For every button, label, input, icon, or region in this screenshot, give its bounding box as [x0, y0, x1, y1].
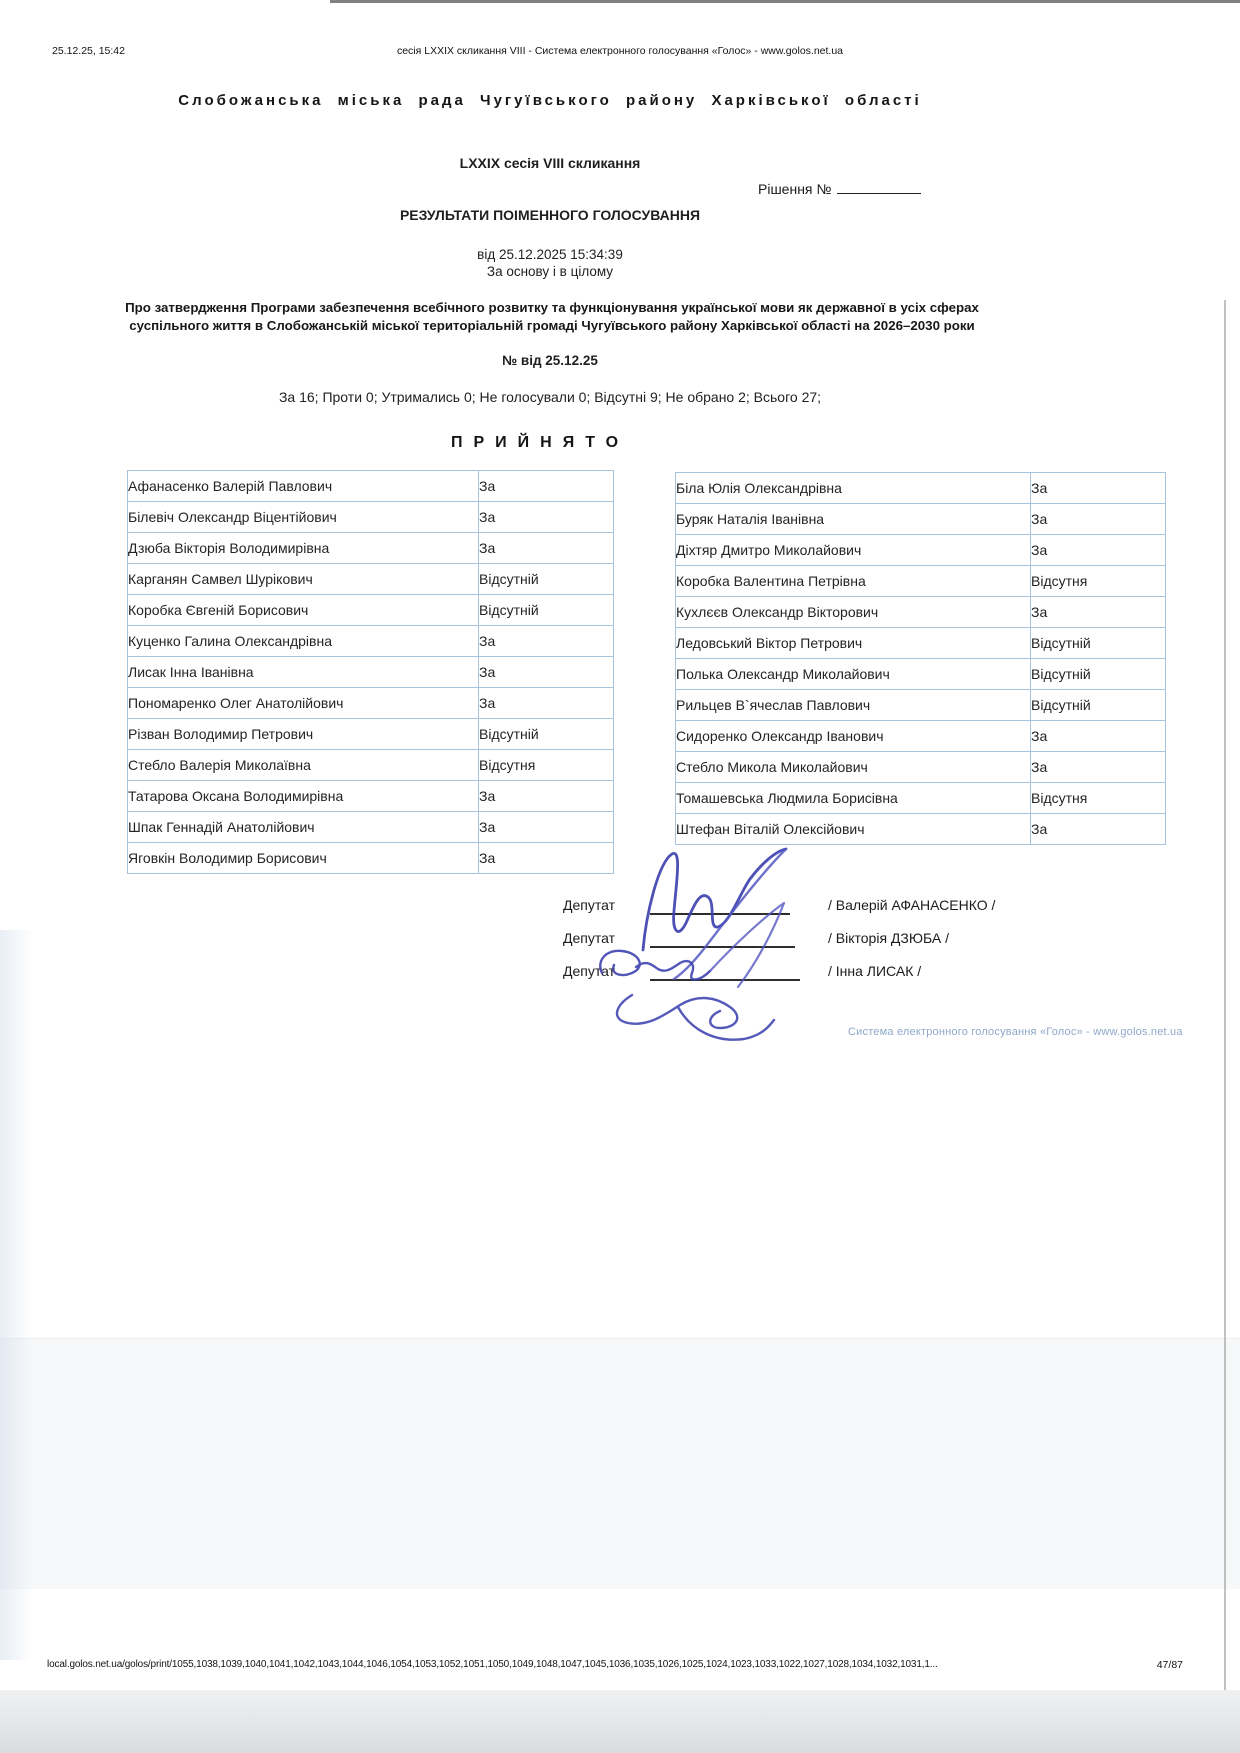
- vote-row: [128, 626, 614, 657]
- deputy-vote: Відсутній: [1031, 659, 1166, 690]
- deputy-name: Татарова Оксана Володимирівна: [128, 781, 479, 812]
- print-page-number: 47/87: [1156, 1659, 1183, 1671]
- scan-top-edge-line: [330, 0, 1240, 3]
- deputy-name: Біла Юлія Олександрівна: [676, 473, 1031, 504]
- deputy-vote: Відсутній: [479, 719, 614, 750]
- deputy-name: Рильцев В`ячеслав Павлович: [676, 690, 1031, 721]
- deputy-name: Томашевська Людмила Борисівна: [676, 783, 1031, 814]
- deputy-name: Стебло Валерія Миколаївна: [128, 750, 479, 781]
- system-watermark: Система електронного голосування «Голос» - www.golos.net.ua: [848, 1026, 1183, 1038]
- scan-shade-band: [0, 1338, 1240, 1589]
- deputy-vote: За: [479, 502, 614, 533]
- scan-bottom-band: [0, 1690, 1240, 1753]
- deputy-vote: За: [479, 533, 614, 564]
- vote-datetime: від 25.12.2025 15:34:39: [477, 247, 623, 262]
- deputy-vote: За: [479, 657, 614, 688]
- deputy-name: Пономаренко Олег Анатолійович: [128, 688, 479, 719]
- print-footer-url: local.golos.net.ua/golos/print/1055,1038,1039,1040,1041,1042,1043,1044,1046,1054,1053,1052,1051,1050,1049,1048,1047,1045,1036,1035,1026,1025,1024,1023,1033,1022,1027,1028,1034,1032,1031,1...: [47, 1659, 938, 1670]
- vote-row: [128, 781, 614, 812]
- signature-name: / Валерій АФАНАСЕНКО /: [828, 897, 996, 913]
- vote-outcome: ПРИЙНЯТО: [450, 434, 630, 451]
- decision-subject-number: № від 25.12.25: [502, 353, 598, 368]
- deputy-vote: Відсутній: [479, 595, 614, 626]
- deputy-name: Буряк Наталія Іванівна: [676, 504, 1031, 535]
- vote-row: [676, 535, 1166, 566]
- deputy-vote: Відсутня: [479, 750, 614, 781]
- deputy-name: Стебло Микола Миколайович: [676, 752, 1031, 783]
- vote-row: [128, 719, 614, 750]
- decision-number-blank: [837, 179, 921, 194]
- deputy-name: Ледовський Віктор Петрович: [676, 628, 1031, 659]
- deputy-vote: За: [1031, 752, 1166, 783]
- deputy-name: Діхтяр Дмитро Миколайович: [676, 535, 1031, 566]
- signature-role-label: Депутат: [563, 897, 615, 913]
- deputy-vote: Відсутня: [1031, 566, 1166, 597]
- deputy-name: Білевіч Олександр Віцентійович: [128, 502, 479, 533]
- deputy-name: Афанасенко Валерій Павлович: [128, 471, 479, 502]
- deputy-name: Полька Олександр Миколайович: [676, 659, 1031, 690]
- deputy-vote: За: [479, 471, 614, 502]
- deputy-name: Куценко Галина Олександрівна: [128, 626, 479, 657]
- handwritten-signature-ink: [588, 845, 808, 1010]
- vote-row: [128, 843, 614, 874]
- vote-table-left: [127, 470, 614, 874]
- deputy-vote: Відсутня: [1031, 783, 1166, 814]
- vote-row: [128, 812, 614, 843]
- vote-row: [128, 533, 614, 564]
- vote-totals: За 16; Проти 0; Утримались 0; Не голосували 0; Відсутні 9; Не обрано 2; Всього 27;: [278, 389, 822, 405]
- deputy-name: Сидоренко Олександр Іванович: [676, 721, 1031, 752]
- deputy-name: Коробка Євгеній Борисович: [128, 595, 479, 626]
- vote-row: [128, 564, 614, 595]
- council-title: Слобожанська міська рада Чугуївського району Харківської області: [178, 92, 922, 109]
- deputy-vote: За: [1031, 597, 1166, 628]
- deputy-name: Карганян Самвел Шурікович: [128, 564, 479, 595]
- vote-row: [128, 471, 614, 502]
- deputy-vote: За: [479, 626, 614, 657]
- vote-row: [676, 504, 1166, 535]
- signature-name: / Інна ЛИСАК /: [828, 963, 922, 979]
- scan-page-edge-line: [1224, 300, 1226, 1690]
- vote-row: [676, 597, 1166, 628]
- deputy-vote: Відсутній: [1031, 690, 1166, 721]
- vote-row: [676, 473, 1166, 504]
- signature-role-label: Депутат: [563, 930, 615, 946]
- vote-row: [128, 688, 614, 719]
- deputy-name: Шпак Геннадій Анатолійович: [128, 812, 479, 843]
- print-timestamp: 25.12.25, 15:42: [52, 45, 125, 57]
- vote-row: [128, 502, 614, 533]
- deputy-vote: За: [479, 812, 614, 843]
- vote-row: [128, 750, 614, 781]
- scan-left-tint: [0, 930, 34, 1660]
- deputy-vote: За: [1031, 504, 1166, 535]
- vote-row: [676, 783, 1166, 814]
- results-title: РЕЗУЛЬТАТИ ПОІМЕННОГО ГОЛОСУВАННЯ: [399, 207, 701, 223]
- deputy-name: Яговкін Володимир Борисович: [128, 843, 479, 874]
- vote-row: [676, 814, 1166, 845]
- vote-row: [128, 595, 614, 626]
- deputy-vote: За: [1031, 721, 1166, 752]
- vote-basis: За основу і в цілому: [486, 264, 614, 279]
- deputy-name: Різван Володимир Петрович: [128, 719, 479, 750]
- deputy-vote: За: [479, 843, 614, 874]
- deputy-vote: За: [479, 781, 614, 812]
- deputy-vote: Відсутній: [479, 564, 614, 595]
- print-header-title: сесія LXXIX скликання VIII - Система електронного голосування «Голос» - www.golos.net.ua: [396, 45, 844, 57]
- deputy-name: Коробка Валентина Петрівна: [676, 566, 1031, 597]
- deputy-vote: За: [1031, 535, 1166, 566]
- signature-role-label: Депутат: [563, 963, 615, 979]
- deputy-name: Кухлєєв Олександр Вікторович: [676, 597, 1031, 628]
- signature-name: / Вікторія ДЗЮБА /: [828, 930, 949, 946]
- deputy-name: Лисак Інна Іванівна: [128, 657, 479, 688]
- decision-number-label: Рішення №: [758, 181, 832, 197]
- deputy-vote: За: [1031, 473, 1166, 504]
- vote-row: [676, 659, 1166, 690]
- deputy-vote: Відсутній: [1031, 628, 1166, 659]
- decision-subject: Про затвердження Програми забезпечення всебічного розвитку та функціонування української мови як державної в усіх сферах суспільного життя в Слобожанській міської територіальній громаді Чугуївського району Харківської області на 2026–2030 роки: [125, 300, 979, 333]
- vote-table-right: [675, 472, 1166, 845]
- vote-row: [676, 566, 1166, 597]
- deputy-vote: За: [479, 688, 614, 719]
- session-line: LXXIX сесія VIII скликання: [459, 155, 641, 171]
- vote-row: [676, 752, 1166, 783]
- decision-number-row: [758, 179, 921, 197]
- deputy-vote: За: [1031, 814, 1166, 845]
- vote-row: [676, 690, 1166, 721]
- deputy-name: Штефан Віталій Олексійович: [676, 814, 1031, 845]
- vote-row: [676, 721, 1166, 752]
- deputy-name: Дзюба Вікторія Володимирівна: [128, 533, 479, 564]
- vote-row: [128, 657, 614, 688]
- vote-row: [676, 628, 1166, 659]
